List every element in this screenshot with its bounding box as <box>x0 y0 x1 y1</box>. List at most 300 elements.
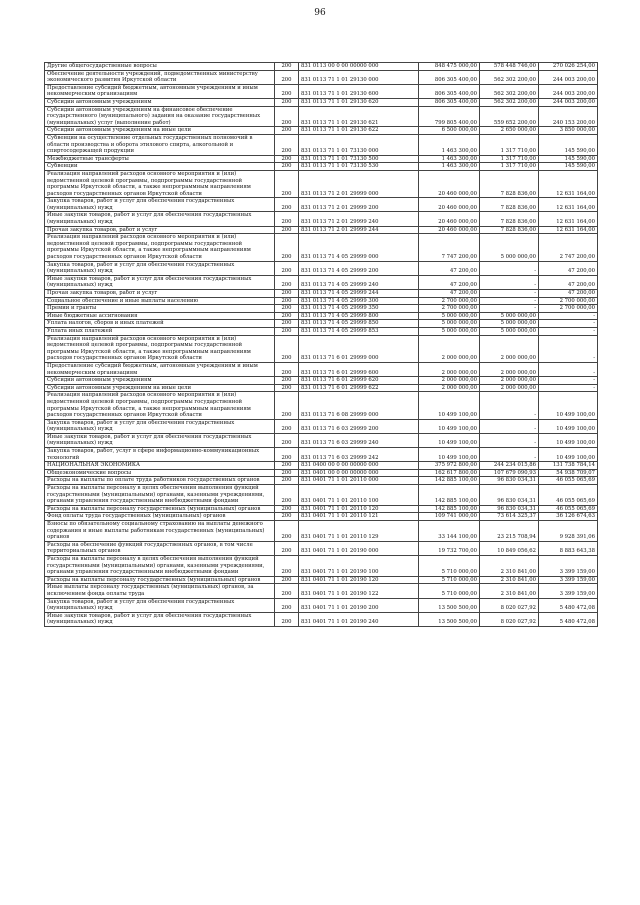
row-amount-remaining: 244 003 200,00 <box>539 98 598 106</box>
row-kbk: 831 0401 71 1 01 20110 120 <box>299 505 419 513</box>
row-kbk: 831 0401 71 1 01 20190 100 <box>299 555 419 576</box>
row-amount-remaining: 270 026 254,00 <box>539 63 598 71</box>
row-name: Расходы на обеспечение функций государственных органов, в том числе территориальных органов <box>45 541 275 555</box>
table-row <box>45 433 598 447</box>
row-name: Предоставление субсидий бюджетным, автономным учреждениям и иным некоммерческим организациям <box>45 362 275 376</box>
row-amount-approved: 20 460 000,00 <box>419 170 480 197</box>
row-amount-executed: 23 215 708,94 <box>480 521 539 542</box>
row-name: Иные бюджетные ассигнования <box>45 312 275 320</box>
row-amount-remaining: 131 738 784,14 <box>539 462 598 470</box>
table-row <box>45 513 598 521</box>
row-code: 200 <box>275 469 299 477</box>
row-kbk: 831 0113 71 2 01 29999 240 <box>299 212 419 226</box>
row-kbk: 831 0401 71 1 01 20110 100 <box>299 485 419 506</box>
table-row <box>45 297 598 305</box>
row-amount-executed: 1 317 710,00 <box>480 134 539 155</box>
row-name: Премии и гранты <box>45 305 275 313</box>
row-amount-approved: 47 200,00 <box>419 290 480 298</box>
row-kbk: 831 0113 71 4 05 29999 850 <box>299 320 419 328</box>
row-amount-approved: 10 499 100,00 <box>419 433 480 447</box>
table-row <box>45 469 598 477</box>
row-name: Субвенции <box>45 163 275 171</box>
row-name: Фонд оплаты труда государственных (муниципальных) органов <box>45 513 275 521</box>
row-name: Другие общегосударственные вопросы <box>45 63 275 71</box>
row-kbk: 831 0113 71 6 08 29999 000 <box>299 392 419 419</box>
row-name: Обеспечение деятельности учреждений, подведомственных министерству экономического развития Иркутской области <box>45 70 275 84</box>
row-amount-remaining: 2 700 000,00 <box>539 305 598 313</box>
row-code: 200 <box>275 477 299 485</box>
row-kbk: 831 0113 71 1 01 29130 620 <box>299 98 419 106</box>
row-name: Реализация направлений расходов основного мероприятия и (или) ведомственной целевой программы, подпрограммы государственной программы Иркутской области, а также непрограммным направлениям расходов государственных органов Иркутской области <box>45 170 275 197</box>
row-amount-executed: 5 000 000,00 <box>480 320 539 328</box>
table-row <box>45 598 598 612</box>
row-amount-remaining: 12 631 164,00 <box>539 198 598 212</box>
row-amount-executed: 96 830 034,31 <box>480 477 539 485</box>
row-amount-executed: 8 020 027,92 <box>480 612 539 626</box>
table-row <box>45 462 598 470</box>
row-code: 200 <box>275 198 299 212</box>
row-kbk: 831 0401 71 1 01 20110 121 <box>299 513 419 521</box>
row-code: 200 <box>275 485 299 506</box>
row-amount-remaining: 10 499 100,00 <box>539 392 598 419</box>
row-code: 200 <box>275 63 299 71</box>
row-amount-remaining: 3 850 000,00 <box>539 127 598 135</box>
row-name: Иные закупки товаров, работ и услуг для обеспечения государственных (муниципальных) нужд <box>45 212 275 226</box>
row-amount-approved: 10 499 100,00 <box>419 419 480 433</box>
row-name: Взносы по обязательному социальному страхованию на выплаты денежного содержания и иные выплаты работникам государственных (муниципальных) органов <box>45 521 275 542</box>
table-row <box>45 234 598 261</box>
row-amount-remaining: 47 200,00 <box>539 261 598 275</box>
row-amount-remaining: 2 700 000,00 <box>539 297 598 305</box>
table-row <box>45 612 598 626</box>
row-code: 200 <box>275 84 299 98</box>
row-amount-remaining: 8 883 643,38 <box>539 541 598 555</box>
row-code: 200 <box>275 392 299 419</box>
table-row <box>45 98 598 106</box>
row-kbk: 831 0401 00 0 00 00000 000 <box>299 469 419 477</box>
table-row <box>45 70 598 84</box>
row-amount-remaining: 12 631 164,00 <box>539 170 598 197</box>
table-row <box>45 212 598 226</box>
row-name: Уплата налогов, сборов и иных платежей <box>45 320 275 328</box>
row-amount-approved: 2 000 000,00 <box>419 362 480 376</box>
row-code: 200 <box>275 312 299 320</box>
row-amount-remaining: 244 003 200,00 <box>539 70 598 84</box>
row-amount-remaining: - <box>539 320 598 328</box>
row-amount-executed: 1 317 710,00 <box>480 163 539 171</box>
row-amount-remaining: 240 153 200,00 <box>539 106 598 127</box>
row-amount-approved: 806 305 400,00 <box>419 98 480 106</box>
row-amount-executed: 2 000 000,00 <box>480 377 539 385</box>
row-kbk: 831 0113 71 6 03 29999 240 <box>299 433 419 447</box>
row-code: 200 <box>275 598 299 612</box>
row-kbk: 831 0113 71 6 03 29999 200 <box>299 419 419 433</box>
row-amount-executed: - <box>480 305 539 313</box>
row-name: Иные выплаты персоналу государственных (муниципальных) органов, за исключением фонда оплаты труда <box>45 584 275 598</box>
row-kbk: 831 0401 71 1 01 20190 122 <box>299 584 419 598</box>
row-kbk: 831 0401 71 1 01 20110 129 <box>299 521 419 542</box>
row-amount-approved: 2 700 000,00 <box>419 305 480 313</box>
row-kbk: 831 0113 71 6 01 29999 000 <box>299 335 419 362</box>
row-amount-approved: 1 463 300,00 <box>419 163 480 171</box>
row-amount-remaining: 12 631 164,00 <box>539 212 598 226</box>
row-kbk: 831 0113 71 4 05 29999 200 <box>299 261 419 275</box>
table-row <box>45 63 598 71</box>
row-amount-remaining: - <box>539 312 598 320</box>
row-name: Иные закупки товаров, работ и услуг для обеспечения государственных (муниципальных) нужд <box>45 612 275 626</box>
row-code: 200 <box>275 584 299 598</box>
row-amount-executed: 96 830 034,31 <box>480 485 539 506</box>
row-kbk: 831 0113 71 6 01 29999 622 <box>299 384 419 392</box>
table-row <box>45 163 598 171</box>
table-row <box>45 392 598 419</box>
row-amount-approved: 6 500 000,00 <box>419 127 480 135</box>
table-row <box>45 584 598 598</box>
row-code: 200 <box>275 362 299 376</box>
row-code: 200 <box>275 134 299 155</box>
row-amount-approved: 20 460 000,00 <box>419 198 480 212</box>
row-name: Общеэкономические вопросы <box>45 469 275 477</box>
table-row <box>45 485 598 506</box>
row-kbk: 831 0113 71 1 01 29130 621 <box>299 106 419 127</box>
row-code: 200 <box>275 155 299 163</box>
table-row <box>45 576 598 584</box>
row-name: Субвенции на осуществление отдельных государственных полномочий в области производства и оборота этилового спирта, алкогольной и спиртосодержащей продукции <box>45 134 275 155</box>
row-amount-approved: 10 499 100,00 <box>419 392 480 419</box>
row-name: Закупка товаров, работ и услуг для обеспечения государственных (муниципальных) нужд <box>45 198 275 212</box>
row-code: 200 <box>275 448 299 462</box>
row-code: 200 <box>275 127 299 135</box>
row-kbk: 831 0113 71 1 01 29130 600 <box>299 84 419 98</box>
row-kbk: 831 0113 71 4 05 29999 000 <box>299 234 419 261</box>
row-kbk: 831 0113 71 4 05 29999 853 <box>299 327 419 335</box>
row-amount-approved: 10 499 100,00 <box>419 448 480 462</box>
row-code: 200 <box>275 555 299 576</box>
row-amount-executed: 5 000 000,00 <box>480 234 539 261</box>
row-amount-approved: 20 460 000,00 <box>419 212 480 226</box>
row-amount-remaining: 5 480 472,08 <box>539 612 598 626</box>
row-amount-remaining: 5 480 472,08 <box>539 598 598 612</box>
row-code: 200 <box>275 433 299 447</box>
row-kbk: 831 0113 71 2 01 29999 000 <box>299 170 419 197</box>
row-amount-executed: 1 317 710,00 <box>480 155 539 163</box>
row-amount-approved: 142 885 100,00 <box>419 477 480 485</box>
row-kbk: 831 0113 71 1 01 73130 530 <box>299 163 419 171</box>
row-amount-approved: 5 000 000,00 <box>419 327 480 335</box>
row-amount-remaining: - <box>539 327 598 335</box>
row-amount-remaining: - <box>539 384 598 392</box>
table-row <box>45 555 598 576</box>
table-row <box>45 505 598 513</box>
row-code: 200 <box>275 327 299 335</box>
table-row <box>45 362 598 376</box>
row-name: Закупка товаров, работ и услуг для обеспечения государственных (муниципальных) нужд <box>45 261 275 275</box>
row-amount-approved: 1 463 300,00 <box>419 134 480 155</box>
row-amount-executed: - <box>480 448 539 462</box>
table-row <box>45 198 598 212</box>
row-kbk: 831 0401 71 1 01 20190 000 <box>299 541 419 555</box>
row-kbk: 831 0401 71 1 01 20190 240 <box>299 612 419 626</box>
row-amount-executed: 559 652 200,00 <box>480 106 539 127</box>
row-amount-executed: - <box>480 297 539 305</box>
row-name: Социальное обеспечение и иные выплаты населению <box>45 297 275 305</box>
budget-table <box>44 62 598 627</box>
row-name: Закупка товаров, работ и услуг для обеспечения государственных (муниципальных) нужд <box>45 419 275 433</box>
row-amount-remaining: - <box>539 335 598 362</box>
row-kbk: 831 0113 71 2 01 29999 244 <box>299 226 419 234</box>
row-amount-executed: 2 310 841,00 <box>480 555 539 576</box>
row-name: Субсидии автономным учреждениям <box>45 98 275 106</box>
table-row <box>45 320 598 328</box>
table-row <box>45 170 598 197</box>
row-amount-remaining: 3 399 159,00 <box>539 584 598 598</box>
row-amount-approved: 109 741 000,00 <box>419 513 480 521</box>
row-amount-remaining: 145 590,00 <box>539 163 598 171</box>
row-kbk: 831 0113 71 4 05 29999 244 <box>299 290 419 298</box>
table-row <box>45 312 598 320</box>
row-amount-executed: 7 828 836,00 <box>480 212 539 226</box>
row-amount-executed: 562 302 200,00 <box>480 84 539 98</box>
row-amount-approved: 5 000 000,00 <box>419 320 480 328</box>
row-code: 200 <box>275 320 299 328</box>
row-code: 200 <box>275 462 299 470</box>
row-code: 200 <box>275 106 299 127</box>
row-amount-approved: 47 200,00 <box>419 261 480 275</box>
row-amount-remaining: 36 126 674,63 <box>539 513 598 521</box>
table-row <box>45 377 598 385</box>
row-amount-executed: - <box>480 419 539 433</box>
row-amount-remaining: 46 055 065,69 <box>539 505 598 513</box>
row-amount-executed: - <box>480 261 539 275</box>
row-name: Субсидии автономным учреждениям <box>45 377 275 385</box>
row-name: НАЦИОНАЛЬНАЯ ЭКОНОМИКА <box>45 462 275 470</box>
row-kbk: 831 0113 00 0 00 00000 000 <box>299 63 419 71</box>
table-row <box>45 226 598 234</box>
row-amount-approved: 5 710 000,00 <box>419 555 480 576</box>
row-amount-remaining: 3 399 159,00 <box>539 555 598 576</box>
row-amount-executed: 2 000 000,00 <box>480 384 539 392</box>
row-amount-executed: 7 828 836,00 <box>480 226 539 234</box>
row-code: 200 <box>275 305 299 313</box>
row-amount-remaining: 10 499 100,00 <box>539 448 598 462</box>
row-kbk: 831 0400 00 0 00 00000 000 <box>299 462 419 470</box>
row-amount-remaining: 9 928 391,06 <box>539 521 598 542</box>
row-amount-executed: 2 310 841,00 <box>480 576 539 584</box>
row-kbk: 831 0113 71 4 05 29999 300 <box>299 297 419 305</box>
row-name: Субсидии автономным учреждениям на финансовое обеспечение государственного (муниципального) задания на оказание государственных (муниципальных) услуг (выполнение работ) <box>45 106 275 127</box>
table-row <box>45 275 598 289</box>
row-kbk: 831 0113 71 1 01 29130 622 <box>299 127 419 135</box>
row-amount-executed: 107 679 090,93 <box>480 469 539 477</box>
row-amount-approved: 806 305 400,00 <box>419 84 480 98</box>
row-amount-remaining: - <box>539 377 598 385</box>
table-row <box>45 419 598 433</box>
row-kbk: 831 0113 71 4 05 29999 350 <box>299 305 419 313</box>
row-amount-remaining: 47 200,00 <box>539 275 598 289</box>
table-row <box>45 305 598 313</box>
row-amount-remaining: 10 499 100,00 <box>539 419 598 433</box>
row-amount-remaining: 3 399 159,00 <box>539 576 598 584</box>
row-amount-remaining: 54 938 709,07 <box>539 469 598 477</box>
row-amount-executed: 562 302 200,00 <box>480 70 539 84</box>
row-code: 200 <box>275 513 299 521</box>
row-code: 200 <box>275 234 299 261</box>
row-amount-remaining: - <box>539 362 598 376</box>
row-amount-executed: 5 000 000,00 <box>480 312 539 320</box>
row-amount-executed: - <box>480 290 539 298</box>
row-name: Закупка товаров, работ, услуг в сфере информационно-коммуникационных технологий <box>45 448 275 462</box>
row-name: Иные закупки товаров, работ и услуг для обеспечения государственных (муниципальных) нужд <box>45 275 275 289</box>
row-amount-executed: 2 000 000,00 <box>480 335 539 362</box>
row-amount-approved: 142 885 100,00 <box>419 485 480 506</box>
row-code: 200 <box>275 335 299 362</box>
row-code: 200 <box>275 226 299 234</box>
table-row <box>45 261 598 275</box>
table-row <box>45 521 598 542</box>
row-name: Прочая закупка товаров, работ и услуг <box>45 290 275 298</box>
row-name: Прочая закупка товаров, работ и услуг <box>45 226 275 234</box>
row-code: 200 <box>275 541 299 555</box>
row-kbk: 831 0113 71 2 01 29999 200 <box>299 198 419 212</box>
row-code: 200 <box>275 377 299 385</box>
row-amount-executed: 244 234 015,86 <box>480 462 539 470</box>
row-name: Иные закупки товаров, работ и услуг для обеспечения государственных (муниципальных) нужд <box>45 433 275 447</box>
row-amount-approved: 1 463 300,00 <box>419 155 480 163</box>
row-amount-executed: 73 614 325,37 <box>480 513 539 521</box>
row-amount-approved: 162 617 800,00 <box>419 469 480 477</box>
row-kbk: 831 0113 71 6 01 29999 620 <box>299 377 419 385</box>
row-amount-executed: 96 830 034,31 <box>480 505 539 513</box>
row-amount-executed: - <box>480 433 539 447</box>
row-code: 200 <box>275 163 299 171</box>
table-row <box>45 448 598 462</box>
row-amount-approved: 2 000 000,00 <box>419 377 480 385</box>
row-amount-executed: 7 828 836,00 <box>480 170 539 197</box>
table-row <box>45 106 598 127</box>
row-amount-executed: 2 310 841,00 <box>480 584 539 598</box>
row-code: 200 <box>275 70 299 84</box>
table-row <box>45 155 598 163</box>
row-amount-remaining: 145 590,00 <box>539 155 598 163</box>
row-amount-executed: 8 020 027,92 <box>480 598 539 612</box>
table-row <box>45 335 598 362</box>
table-row <box>45 384 598 392</box>
table-row <box>45 327 598 335</box>
row-code: 200 <box>275 212 299 226</box>
row-code: 200 <box>275 505 299 513</box>
row-kbk: 831 0113 71 6 03 29999 242 <box>299 448 419 462</box>
row-amount-approved: 5 000 000,00 <box>419 312 480 320</box>
row-name: Расходы на выплаты персоналу государственных (муниципальных) органов <box>45 505 275 513</box>
row-amount-approved: 5 710 000,00 <box>419 584 480 598</box>
row-amount-approved: 799 805 400,00 <box>419 106 480 127</box>
row-name: Расходы на выплаты персоналу в целях обеспечения выполнения функций государственными (муниципальными) органами, казенными учреждениями, органами управления государственными внебюджетными фондами <box>45 555 275 576</box>
row-amount-approved: 33 144 100,00 <box>419 521 480 542</box>
row-amount-approved: 13 500 500,00 <box>419 612 480 626</box>
row-amount-approved: 2 700 000,00 <box>419 297 480 305</box>
row-kbk: 831 0113 71 1 01 73130 500 <box>299 155 419 163</box>
row-name: Уплата иных платежей <box>45 327 275 335</box>
row-amount-remaining: 46 055 065,69 <box>539 485 598 506</box>
row-amount-approved: 5 710 000,00 <box>419 576 480 584</box>
row-amount-executed: 2 650 000,00 <box>480 127 539 135</box>
row-amount-executed: 7 828 836,00 <box>480 198 539 212</box>
row-amount-executed: 562 302 200,00 <box>480 98 539 106</box>
table-row <box>45 477 598 485</box>
row-amount-executed: 2 000 000,00 <box>480 362 539 376</box>
row-code: 200 <box>275 419 299 433</box>
row-kbk: 831 0113 71 6 01 29999 600 <box>299 362 419 376</box>
page-number: 96 <box>314 8 326 18</box>
row-amount-executed: - <box>480 275 539 289</box>
row-name: Реализация направлений расходов основного мероприятия и (или) ведомственной целевой программы, подпрограммы государственной программы Иркутской области, а также непрограммным направлениям расходов государственных органов Иркутской области <box>45 335 275 362</box>
row-amount-executed: 10 849 056,62 <box>480 541 539 555</box>
row-amount-approved: 806 305 400,00 <box>419 70 480 84</box>
row-kbk: 831 0401 71 1 01 20190 120 <box>299 576 419 584</box>
row-code: 200 <box>275 521 299 542</box>
row-amount-approved: 375 972 800,00 <box>419 462 480 470</box>
row-name: Расходы на выплаты персоналу государственных (муниципальных) органов <box>45 576 275 584</box>
row-code: 200 <box>275 170 299 197</box>
row-name: Предоставление субсидий бюджетным, автономным учреждениям и иным некоммерческим организациям <box>45 84 275 98</box>
row-amount-approved: 19 732 700,00 <box>419 541 480 555</box>
row-amount-remaining: 244 003 200,00 <box>539 84 598 98</box>
row-amount-remaining: 12 631 164,00 <box>539 226 598 234</box>
row-amount-remaining: 145 590,00 <box>539 134 598 155</box>
row-code: 200 <box>275 261 299 275</box>
table-row <box>45 84 598 98</box>
row-code: 200 <box>275 290 299 298</box>
row-code: 200 <box>275 384 299 392</box>
row-amount-remaining: 2 747 200,00 <box>539 234 598 261</box>
row-name: Расходы на выплаты по оплате труда работников государственных органов <box>45 477 275 485</box>
row-amount-approved: 2 000 000,00 <box>419 384 480 392</box>
row-amount-approved: 848 475 000,00 <box>419 63 480 71</box>
row-amount-approved: 13 500 500,00 <box>419 598 480 612</box>
row-amount-approved: 7 747 200,00 <box>419 234 480 261</box>
row-amount-approved: 2 000 000,00 <box>419 335 480 362</box>
row-amount-remaining: 47 200,00 <box>539 290 598 298</box>
row-code: 200 <box>275 297 299 305</box>
row-name: Закупка товаров, работ и услуг для обеспечения государственных (муниципальных) нужд <box>45 598 275 612</box>
row-kbk: 831 0113 71 1 01 29130 000 <box>299 70 419 84</box>
row-amount-approved: 47 200,00 <box>419 275 480 289</box>
row-name: Расходы на выплаты персоналу в целях обеспечения выполнения функций государственными (муниципальными) органами, казенными учреждениями, органами управления государственными внебюджетными фондами <box>45 485 275 506</box>
row-code: 200 <box>275 576 299 584</box>
row-name: Субсидии автономным учреждениям на иные цели <box>45 127 275 135</box>
row-name: Реализация направлений расходов основного мероприятия и (или) ведомственной целевой программы, подпрограммы государственной программы Иркутской области, а также непрограммным направлениям расходов государственных органов Иркутской области <box>45 392 275 419</box>
row-code: 200 <box>275 612 299 626</box>
row-name: Межбюджетные трансферты <box>45 155 275 163</box>
table-row <box>45 290 598 298</box>
row-name: Реализация направлений расходов основного мероприятия и (или) ведомственной целевой программы, подпрограммы государственной программы Иркутской области, а также непрограммным направлениям расходов государственных органов Иркутской области <box>45 234 275 261</box>
row-amount-executed: 578 448 746,00 <box>480 63 539 71</box>
row-amount-remaining: 10 499 100,00 <box>539 433 598 447</box>
row-code: 200 <box>275 98 299 106</box>
table-row <box>45 127 598 135</box>
row-kbk: 831 0113 71 4 05 29999 240 <box>299 275 419 289</box>
row-amount-approved: 20 460 000,00 <box>419 226 480 234</box>
row-amount-executed: 5 000 000,00 <box>480 327 539 335</box>
row-code: 200 <box>275 275 299 289</box>
row-amount-remaining: 46 055 065,69 <box>539 477 598 485</box>
row-amount-executed: - <box>480 392 539 419</box>
row-kbk: 831 0401 71 1 01 20190 200 <box>299 598 419 612</box>
row-kbk: 831 0113 71 4 05 29999 800 <box>299 312 419 320</box>
table-row <box>45 134 598 155</box>
row-name: Субсидии автономным учреждениям на иные цели <box>45 384 275 392</box>
row-kbk: 831 0113 71 1 01 73130 000 <box>299 134 419 155</box>
